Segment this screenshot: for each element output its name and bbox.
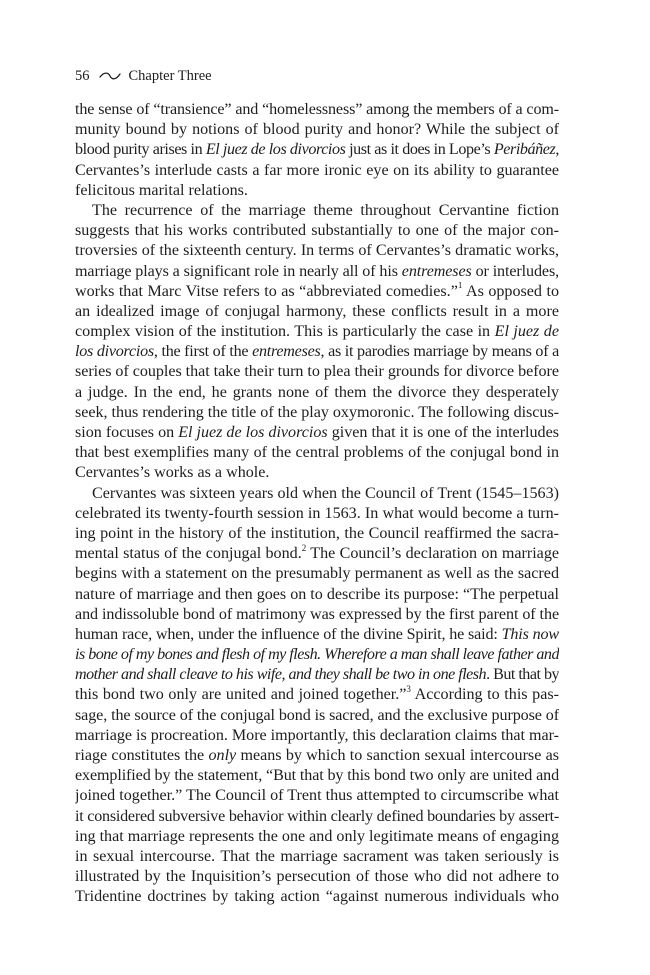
text-line <box>75 423 559 443</box>
text-line <box>75 100 559 120</box>
text-segment: a judge. In the end, he grants none of them the divorce they desperately <box>75 383 559 401</box>
text-segment: marriage plays a significant role in nearly all of his <box>75 262 402 280</box>
text-segment: riage constitutes the <box>75 747 209 764</box>
text-segment: Cervantes was sixteen years old when the Council of Trent (1545–1563) <box>92 484 559 502</box>
text-segment: just as it does in Lope’s <box>345 141 494 159</box>
text-segment: The Council’s declaration on marriage <box>306 545 559 563</box>
text-segment: blood purity arises in <box>75 141 206 159</box>
text-segment: series of couples that take their turn to plea their grounds for divorce before <box>75 363 559 381</box>
text-line <box>75 282 559 302</box>
text-segment: begins with a statement on the presumably permanent as well as the sacred <box>75 565 559 583</box>
text-segment: suggests that his works contributed substantially to one of the major con- <box>75 222 559 240</box>
text-line <box>75 665 559 685</box>
italic-text: El juez de <box>494 323 559 341</box>
text-line <box>75 645 559 665</box>
text-segment: this bond two only are united and joined together.” <box>75 686 407 704</box>
footnote-marker: 2 <box>301 544 307 553</box>
text-segment: , as it parodies marriage by means of a <box>320 343 559 361</box>
footnote-marker: 1 <box>457 281 463 291</box>
text-segment: As opposed to <box>462 282 559 300</box>
text-segment: sion focuses on <box>75 424 179 441</box>
text-line <box>75 706 559 726</box>
text-segment: ing that marriage represents the one and only legitimate means of engaging <box>75 827 559 845</box>
italic-text: only <box>208 747 237 764</box>
text-segment: Cervantes’s interlude casts a far more ironic eye on its ability to guarantee <box>75 161 559 179</box>
text-line <box>75 887 559 907</box>
body-text <box>75 100 559 908</box>
italic-text: los divorcios <box>75 343 154 361</box>
text-segment: means by which to sanction sexual intercourse as <box>236 747 559 764</box>
text-line <box>75 625 559 645</box>
text-segment: and indissoluble bond of matrimony was expressed by the first parent of the <box>75 605 559 623</box>
text-line <box>75 746 559 766</box>
text-segment: an idealized image of conjugal harmony, these conflicts result in a more <box>75 302 559 320</box>
text-segment: ing point in the history of the institution, the Council reaffirmed the sacra- <box>75 524 559 542</box>
text-line <box>75 443 559 463</box>
text-segment: , <box>555 141 559 159</box>
text-line <box>75 221 559 241</box>
text-segment: or interludes, <box>471 262 559 280</box>
text-line <box>75 120 559 140</box>
text-line <box>75 605 559 625</box>
text-segment: According to this pas- <box>410 686 559 704</box>
text-segment: joined together.” The Council of Trent thus attempted to circumscribe what <box>75 787 559 805</box>
text-line <box>75 847 559 867</box>
text-line <box>75 463 559 483</box>
italic-text: This now <box>501 625 559 643</box>
swash-ornament-icon <box>99 71 121 81</box>
text-segment: celebrated its twenty-fourth session in 1563. In what would become a turn- <box>75 504 559 522</box>
text-segment: Cervantes’s works as a whole. <box>75 464 270 482</box>
text-line <box>75 161 559 181</box>
text-line <box>75 827 559 847</box>
text-segment: human race, when, under the influence of the divine Spirit, he said: <box>75 625 502 643</box>
text-line <box>75 685 559 705</box>
text-line <box>75 262 559 282</box>
text-line <box>75 484 559 504</box>
text-line <box>75 766 559 786</box>
text-line <box>75 867 559 887</box>
text-line <box>75 403 559 423</box>
text-line <box>75 302 559 322</box>
text-segment: . But that by <box>486 666 559 684</box>
text-line <box>75 322 559 342</box>
text-segment: munity bound by notions of blood purity and honor? While the subject of <box>75 121 559 139</box>
italic-text: El juez de los divorcios <box>205 141 346 159</box>
text-segment: Tridentine doctrines by taking action “against numerous individuals who <box>75 888 559 906</box>
text-segment: , the first of the <box>153 343 253 361</box>
text-segment: marriage is procreation. More importantly, this declaration claims that mar- <box>75 726 559 744</box>
text-line <box>75 241 559 261</box>
text-segment: sage, the source of the conjugal bond is sacred, and the exclusive purpose of <box>75 706 559 724</box>
italic-text: entremeses <box>401 262 472 280</box>
text-line <box>75 383 559 403</box>
text-segment: illustrated by the Inquisition’s persecution of those who did not adhere to <box>75 868 559 886</box>
text-segment: that best exemplifies many of the central problems of the conjugal bond in <box>75 444 559 462</box>
text-line <box>75 201 559 221</box>
text-line <box>75 524 559 544</box>
text-segment: it considered subversive behavior within clearly defined boundaries by assert- <box>75 807 559 825</box>
text-segment: complex vision of the institution. This is particularly the case in <box>75 323 495 341</box>
text-segment: given that it is one of the interludes <box>327 424 559 441</box>
italic-text: El juez de los divorcios <box>178 424 328 441</box>
text-segment: nature of marriage and then goes on to describe its purpose: “The perpetual <box>75 585 559 603</box>
text-segment: in sexual intercourse. That the marriage sacrament was taken seriously is <box>75 847 559 865</box>
text-line <box>75 504 559 524</box>
page-number: 56 <box>75 67 90 84</box>
text-segment: works that Marc Vitse refers to as “abbreviated comedies.” <box>75 282 458 300</box>
text-segment: felicitous marital relations. <box>75 181 248 199</box>
text-line <box>75 544 559 564</box>
text-segment: seek, thus rendering the title of the play oxymoronic. The following discus- <box>75 403 559 421</box>
text-line <box>75 807 559 827</box>
text-segment: mental status of the conjugal bond. <box>75 545 302 563</box>
running-header <box>75 66 212 86</box>
text-segment: the sense of “transience” and “homelessness” among the members of a com- <box>75 101 559 118</box>
text-line <box>75 140 559 160</box>
chapter-title: Chapter Three <box>128 67 212 84</box>
italic-text: mother and shall cleave to his wife, and they shall be two in one flesh <box>75 666 487 684</box>
text-line <box>75 342 559 362</box>
text-segment: troversies of the sixteenth century. In terms of Cervantes’s dramatic works, <box>75 242 559 260</box>
text-line <box>75 564 559 584</box>
italic-text: is bone of my bones and flesh of my flesh. Wherefore a man shall leave father and <box>75 646 559 664</box>
text-line <box>75 726 559 746</box>
italic-text: entremeses <box>252 343 321 361</box>
text-line <box>75 181 559 201</box>
text-line <box>75 786 559 806</box>
text-line <box>75 585 559 605</box>
text-segment: The recurrence of the marriage theme throughout Cervantine fiction <box>92 201 559 219</box>
text-line <box>75 362 559 382</box>
italic-text: Peribáñez <box>493 141 556 159</box>
footnote-marker: 3 <box>406 685 411 695</box>
text-segment: exemplified by the statement, “But that by this bond two only are united and <box>75 767 559 785</box>
